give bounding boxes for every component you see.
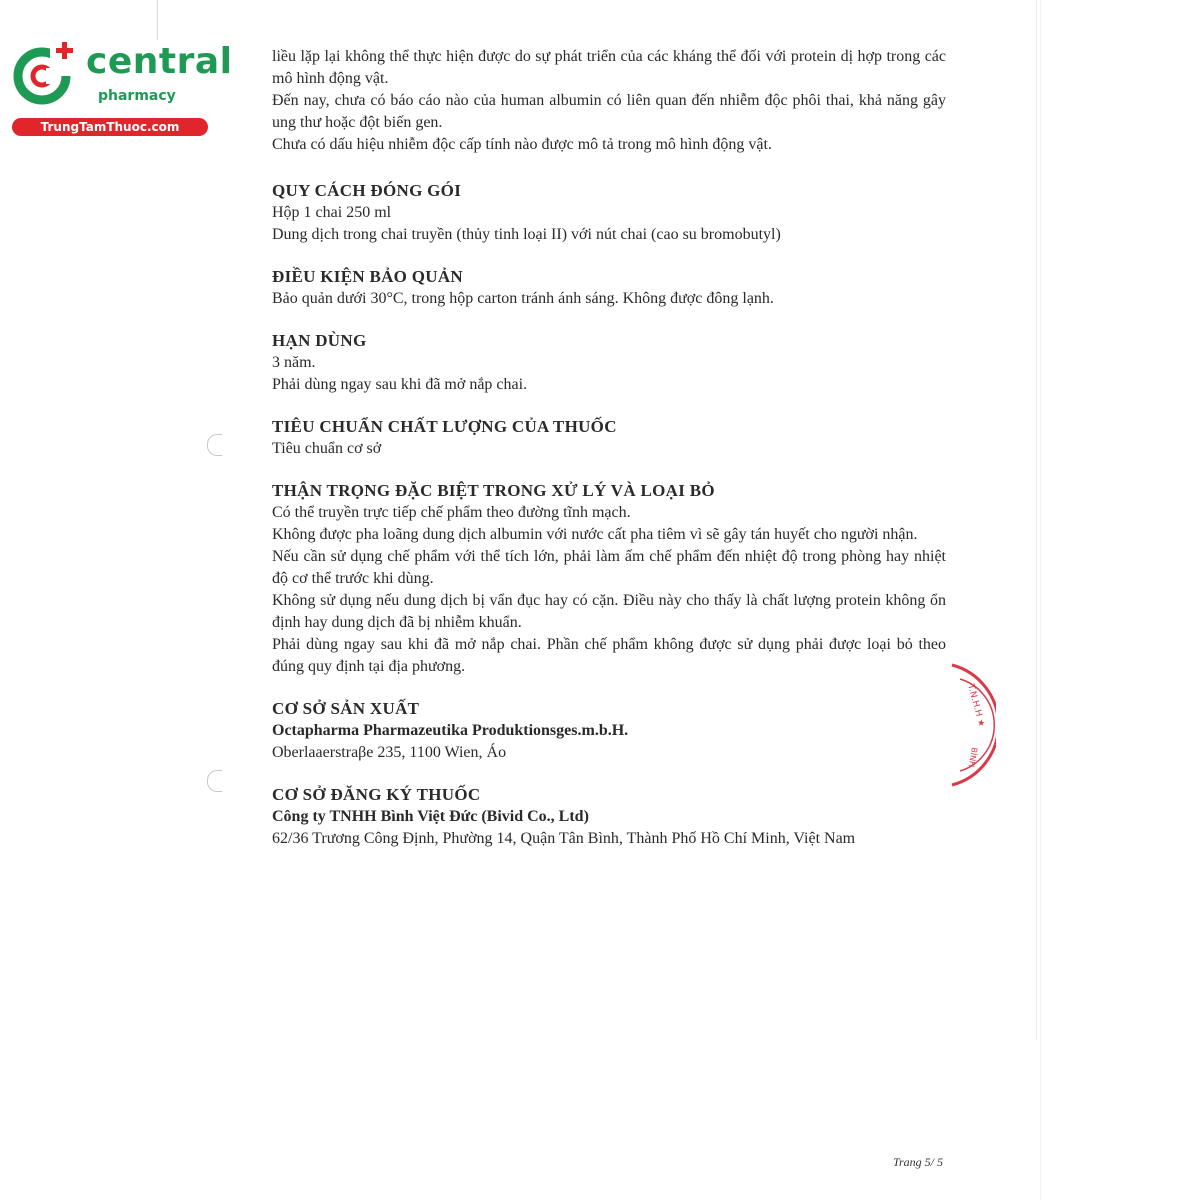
page-number: Trang 5/ 5 [893,1155,944,1169]
logo-subtitle: pharmacy [98,88,176,104]
svg-text:BÌNH: BÌNH [966,746,979,768]
precaution-line: Nếu cần sử dụng chế phẩm với thể tích lớn, phải làm ấm chế phẩm đến nhiệt độ trong phòng hay nhiệt độ cơ thể trước khi dùng. [272,548,946,587]
storage-line: Bảo quản dưới 30°C, trong hộp carton tránh ánh sáng. Không được đông lạnh. [272,290,774,307]
registrant-address: 62/36 Trương Công Định, Phường 14, Quận Tân Bình, Thành Phố Hồ Chí Minh, Việt Nam [272,830,856,847]
scan-edge [1040,0,1041,1200]
precaution-line: Không sử dụng nếu dung dịch bị vẩn đục hay có cặn. Điều này cho thấy là chất lượng protein không ổn định hay dung dịch đã bị nhiễm khuẩn. [272,592,946,631]
manufacturer-address: Oberlaaerstraβe 235, 1100 Wien, Áo [272,744,507,761]
precaution-line: Có thể truyền trực tiếp chế phẩm theo đường tĩnh mạch. [272,504,631,521]
expiry-heading: HẠN DÙNG [272,331,367,350]
storage-heading: ĐIỀU KIỆN BẢO QUẢN [272,267,464,286]
central-pharmacy-logo[interactable] [10,38,233,138]
packaging-section [272,180,946,246]
precautions-section [272,480,946,678]
scan-edge [1036,0,1037,1040]
intro-section [272,46,946,156]
packaging-line: Hộp 1 chai 250 ml [272,204,392,221]
pharmacy-logo-icon [10,38,80,108]
precaution-line: Không được pha loãng dung dịch albumin với nước cất pha tiêm vì sẽ gây tán huyết cho người nhận. [272,526,918,543]
registrant-heading: CƠ SỞ ĐĂNG KÝ THUỐC [272,785,481,804]
scan-edge [157,0,158,40]
expiry-section [272,330,946,396]
precautions-heading: THẬN TRỌNG ĐẶC BIỆT TRONG XỬ LÝ VÀ LOẠI BỎ [272,481,715,500]
logo-brand-name: central [86,41,233,82]
intro-paragraph: Đến nay, chưa có báo cáo nào của human albumin có liên quan đến nhiễm độc phôi thai, khả năng gây ung thư hoặc đột biến gen. [272,92,946,131]
quality-heading: TIÊU CHUẨN CHẤT LƯỢNG CỦA THUỐC [272,417,617,436]
manufacturer-heading: CƠ SỞ SẢN XUẤT [272,699,420,718]
punch-hole-mark [207,434,222,456]
registrant-section [272,784,946,850]
expiry-line: 3 năm. [272,354,316,371]
manufacturer-section [272,698,946,764]
company-stamp-icon [944,655,996,795]
leaflet-body [272,46,946,850]
intro-paragraph: Chưa có dấu hiệu nhiễm độc cấp tính nào được mô tả trong mô hình động vật. [272,136,772,153]
quality-line: Tiêu chuẩn cơ sở [272,440,382,457]
registrant-name: Công ty TNHH Bình Việt Đức (Bivid Co., Ltd) [272,808,589,825]
packaging-heading: QUY CÁCH ĐÓNG GÓI [272,181,462,200]
punch-hole-mark [207,770,222,792]
svg-text:T.N.H.H ★: T.N.H.H ★ [965,683,987,729]
quality-section [272,416,946,460]
manufacturer-name: Octapharma Pharmazeutika Produktionsges.m.b.H. [272,722,629,739]
logo-website-link[interactable]: TrungTamThuoc.com [12,118,208,136]
expiry-line: Phải dùng ngay sau khi đã mở nắp chai. [272,376,528,393]
precaution-line: Phải dùng ngay sau khi đã mở nắp chai. Phần chế phẩm không được sử dụng phải được loại bỏ theo đúng quy định tại địa phương. [272,636,946,675]
storage-section [272,266,946,310]
packaging-line: Dung dịch trong chai truyền (thủy tinh loại II) với nút chai (cao su bromobutyl) [272,226,781,243]
intro-paragraph: liều lặp lại không thể thực hiện được do sự phát triển của các kháng thể đối với protein dị hợp trong các mô hình động vật. [272,48,946,87]
